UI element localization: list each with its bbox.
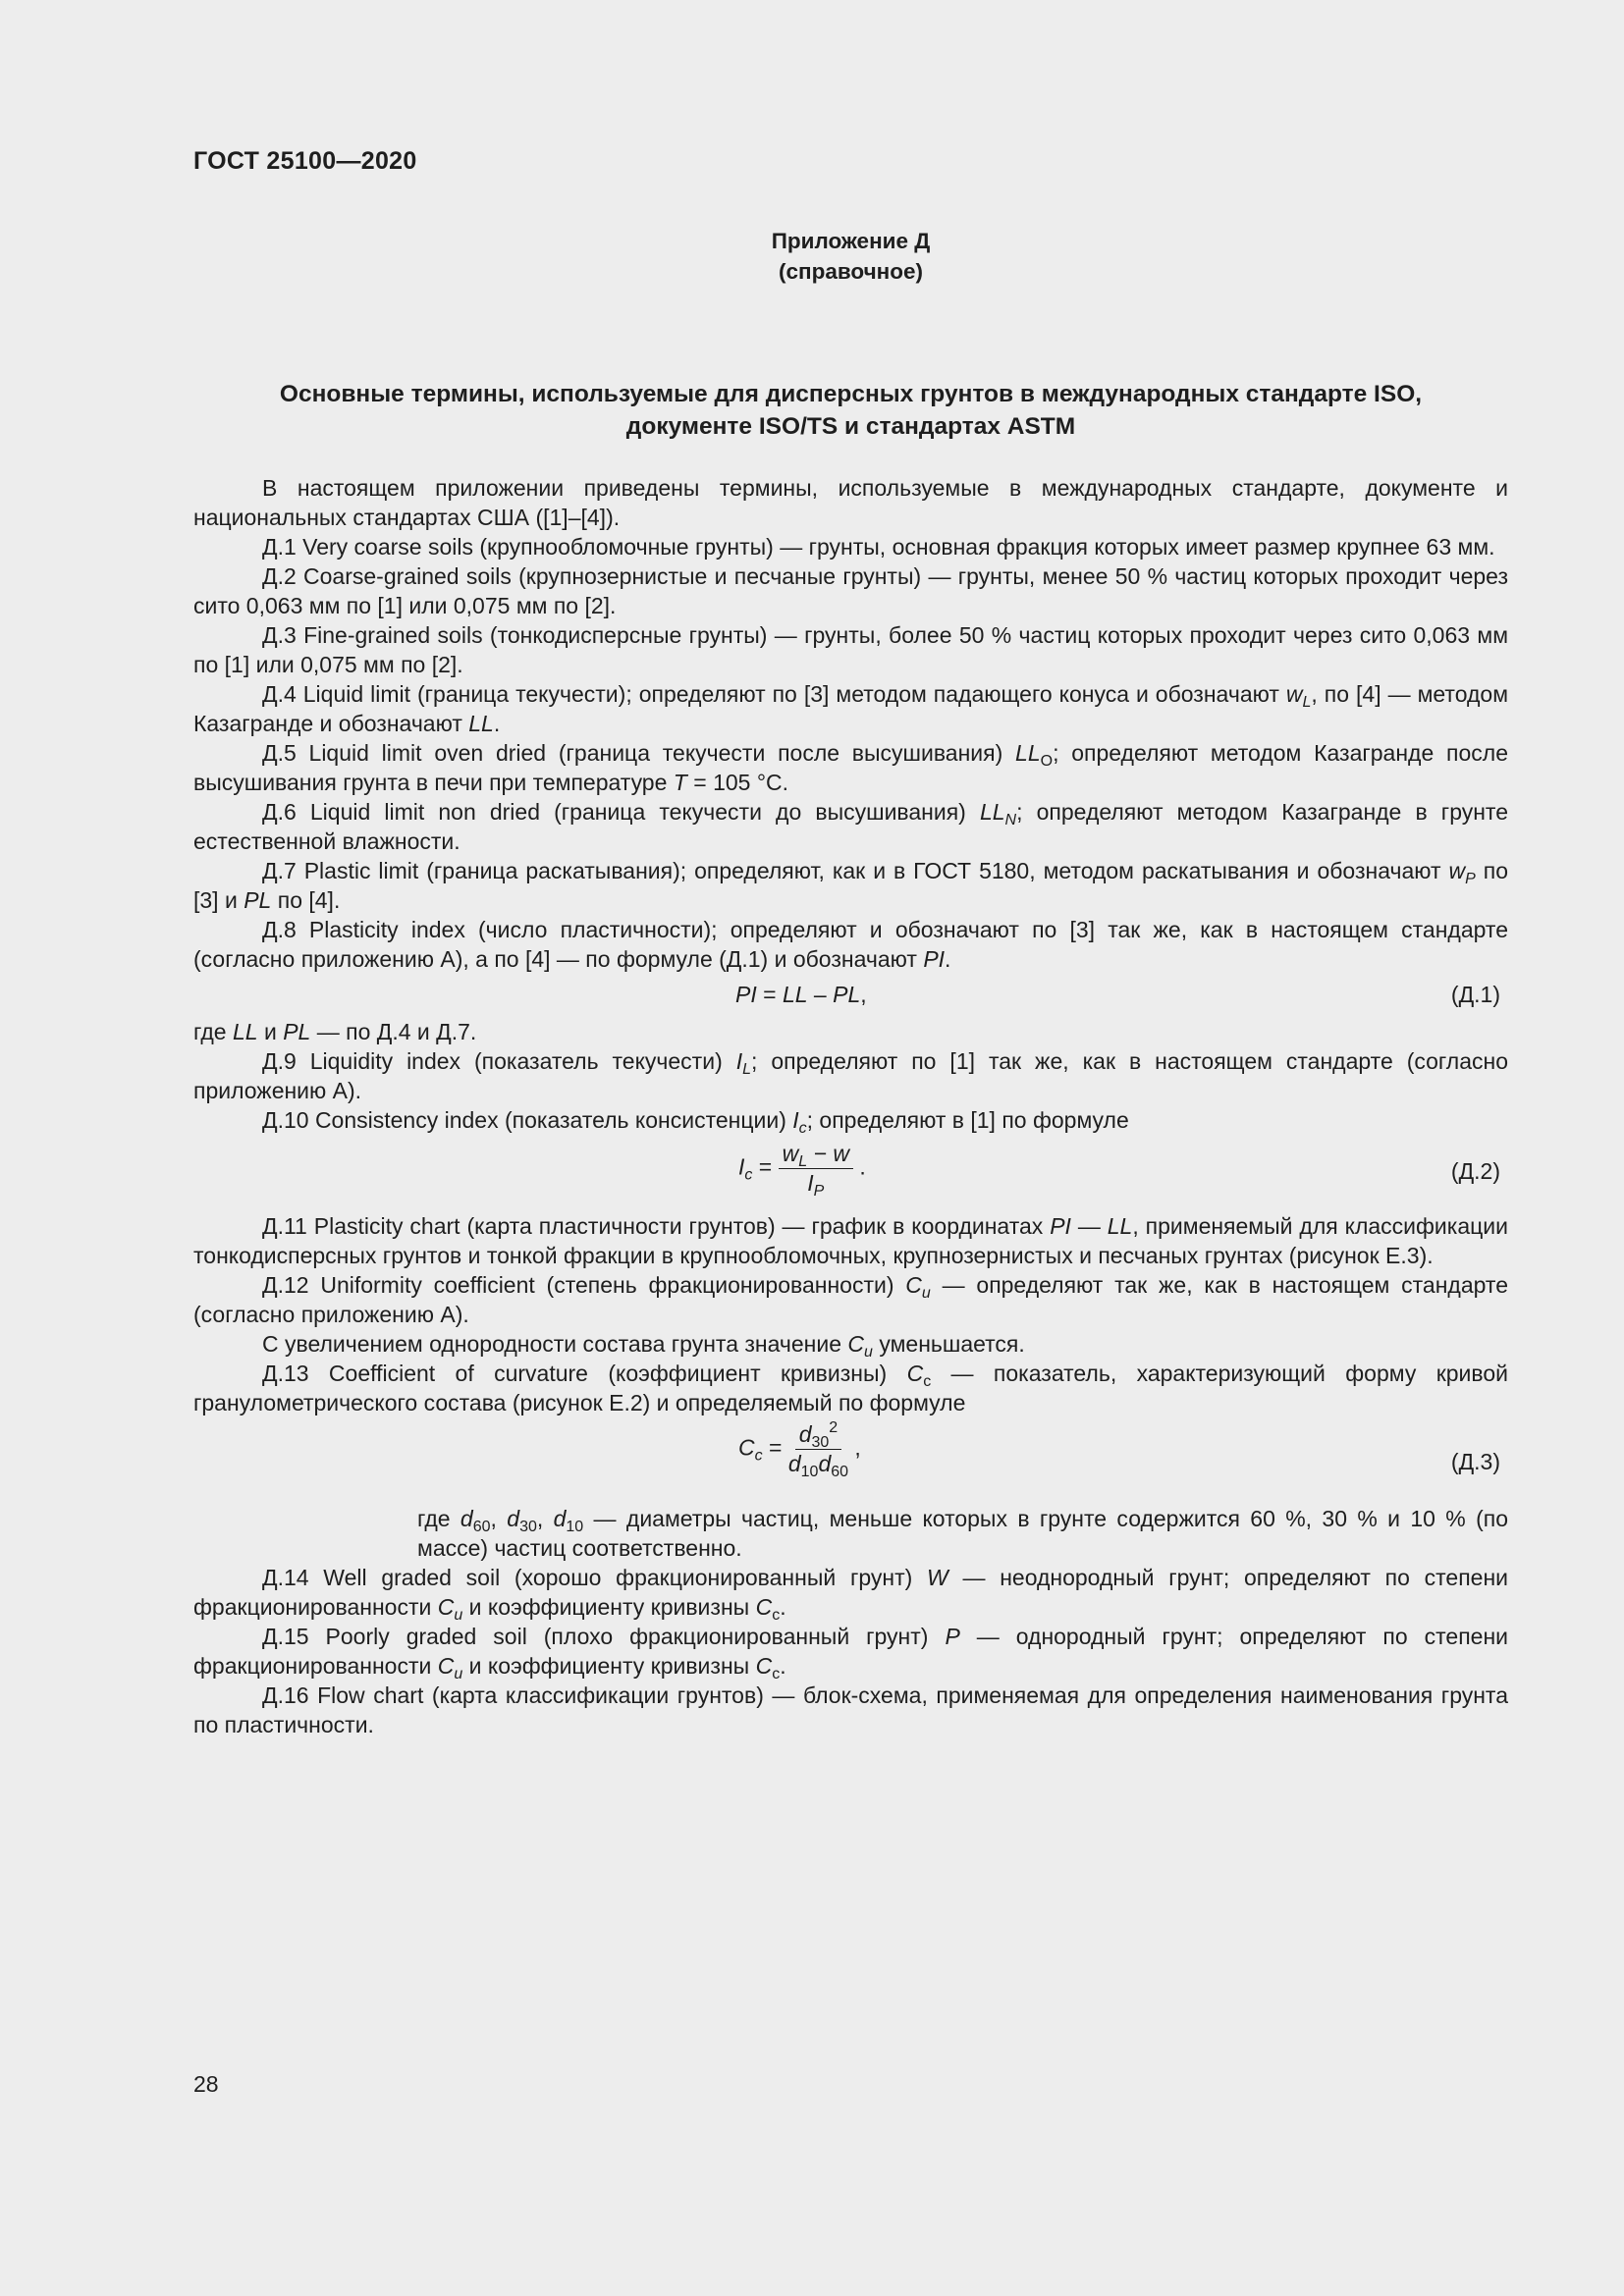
term-d2: Д.2 Coarse-grained soils (крупнозернистые и песчаные грунты) — грунты, менее 50 % частиц которых проходит через сито 0,063 мм по [1] или 0,075 мм по [2]. bbox=[193, 563, 1508, 618]
term-d1: Д.1 Very coarse soils (крупнообломочные грунты) — грунты, основная фракция которых имеет размер крупнее 63 мм. bbox=[262, 534, 1495, 560]
formula-d3 bbox=[193, 1417, 1508, 1504]
term-d11: Д.11 Plasticity chart (карта пластичности грунтов) — график в координатах PI — LL, применяемый для классификации тонкодисперсных грунтов и тонкой фракции в крупнообломочных, крупнозернистых и песчаных грунтах (рисунок Е.3). bbox=[193, 1213, 1508, 1268]
formula-d3-number: (Д.3) bbox=[1450, 1449, 1500, 1474]
term-d9: Д.9 Liquidity index (показатель текучести) $I_L$; определяют по [1] так же, как в настоящем стандарте (согласно приложению А). bbox=[193, 1048, 1508, 1103]
term-d12: Д.12 Uniformity coefficient (степень фракционированности) $C_u$ — определяют так же, как в настоящем стандарте (согласно приложению А). bbox=[193, 1272, 1508, 1327]
annex-title bbox=[193, 378, 1508, 443]
formula-d2-expression: $I_c$ = $\frac{w_L - w}{I_P}$ . bbox=[738, 1141, 866, 1200]
annex-title-line-2: документе ISO/TS и стандартах ASTM bbox=[625, 413, 1076, 440]
annex-heading bbox=[0, 226, 1624, 287]
formula-d2 bbox=[193, 1135, 1508, 1211]
formula-d3-expression: $C_c$ = $\frac{d_{30}^2}{d_{10}d_{60}}$ , bbox=[738, 1419, 861, 1480]
formula-d1 bbox=[193, 974, 1508, 1017]
term-d3: Д.3 Fine-grained soils (тонкодисперсные грунты) — грунты, более 50 % частиц которых проходит через сито 0,063 мм по [1] или 0,075 мм по [2]. bbox=[193, 622, 1508, 677]
term-d13: Д.13 Coefficient of curvature (коэффициент кривизны) $C_c$ — показатель, характеризующий форму кривой гранулометрического состава (рисунок Е.2) и определяемый по формуле bbox=[193, 1361, 1509, 1415]
where-d3: где $d_{60}$, $d_{30}$, $d_{10}$ — диаметры частиц, меньше которых в грунте содержится 60 %, 30 % и 10 % (по массе) частиц соответственно. bbox=[417, 1506, 1508, 1561]
intro-paragraph: В настоящем приложении приведены термины, используемые в международных стандарте, документе и национальных стандартах США ([1]–[4]). bbox=[193, 475, 1508, 530]
term-d12-note: С увеличением однородности состава грунта значение $C_u$ уменьшается. bbox=[262, 1331, 1025, 1361]
page-number: 28 bbox=[193, 2071, 219, 2097]
term-d15: Д.15 Poorly graded soil (плохо фракционированный грунт) P — однородный грунт; определяют по степени фракционированности $C_u$ и коэффициенту кривизны $C_c$. bbox=[193, 1624, 1509, 1682]
annex-title-line-1: Основные термины, используемые для дисперсных грунтов в международных стандарте ISO, bbox=[279, 381, 1423, 407]
document-body bbox=[193, 473, 1508, 1739]
formula-d1-number: (Д.1) bbox=[1450, 982, 1500, 1007]
formula-d3-fraction: $\frac{d_{30}^2}{d_{10}d_{60}}$ bbox=[787, 1419, 849, 1480]
term-d16: Д.16 Flow chart (карта классификации грунтов) — блок-схема, применяемая для определения наименования грунта по пластичности. bbox=[193, 1682, 1508, 1737]
where-d1: где LL и PL — по Д.4 и Д.7. bbox=[193, 1019, 477, 1044]
term-d5: Д.5 Liquid limit oven dried (граница текучести после высушивания) $LL_O$; определяют методом Казагранде после высушивания грунта в печи при температуре T = 105 °C. bbox=[193, 740, 1508, 795]
annex-label: Приложение Д bbox=[771, 229, 931, 253]
standard-code-header: ГОСТ 25100—2020 bbox=[193, 147, 417, 175]
term-d7: Д.7 Plastic limit (граница раскатывания); определяют, как и в ГОСТ 5180, методом раскатывания и обозначают $w_P$ по [3] и PL по [4]. bbox=[193, 858, 1508, 913]
term-d14: Д.14 Well graded soil (хорошо фракционированный грунт) W — неоднородный грунт; определяют по степени фракционированности $C_u$ и коэффициенту кривизны $C_c$. bbox=[193, 1565, 1508, 1624]
formula-d2-number: (Д.2) bbox=[1450, 1158, 1500, 1184]
annex-status: (справочное) bbox=[779, 259, 923, 284]
term-d4: Д.4 Liquid limit (граница текучести); определяют по [3] методом падающего конуса и обозначают $w_L$, по [4] — методом Казагранде и обозначают LL. bbox=[193, 681, 1509, 736]
term-d8: Д.8 Plasticity index (число пластичности); определяют и обозначают по [3] так же, как в настоящем стандарте (согласно приложению А), а по [4] — по формуле (Д.1) и обозначают PI. bbox=[193, 917, 1508, 972]
formula-d2-fraction: $\frac{w_L - w}{I_P}$ bbox=[779, 1141, 853, 1197]
term-d6: Д.6 Liquid limit non dried (граница текучести до высушивания) $LL_N$; определяют методом Казагранде в грунте естественной влажности. bbox=[193, 799, 1508, 854]
term-d10: Д.10 Consistency index (показатель консистенции) $I_c$; определяют в [1] по формуле bbox=[262, 1107, 1129, 1137]
formula-d1-expression: PI = LL – PL, bbox=[735, 982, 867, 1007]
